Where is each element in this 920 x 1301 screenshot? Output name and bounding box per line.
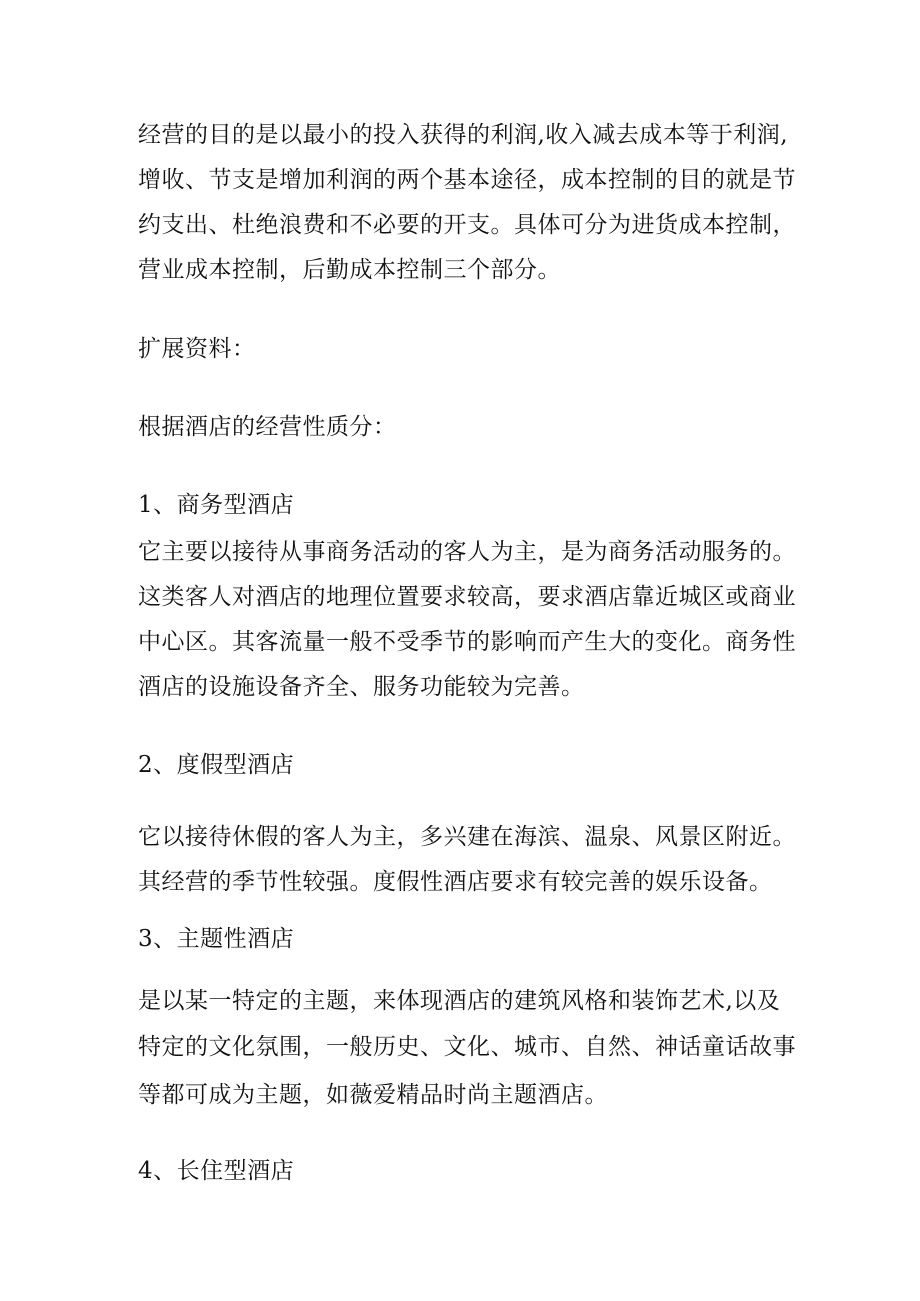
type-4-heading: 4、长住型酒店 — [138, 1158, 295, 1184]
type-1-line-4: 酒店的设施设备齐全、服务功能较为完善。 — [138, 674, 585, 700]
intro-line-3: 约支出、杜绝浪费和不必要的开支。具体可分为进货成本控制， — [138, 212, 796, 238]
type-1-heading: 1、商务型酒店 — [138, 492, 295, 518]
type-3-line-1: 是以某一特定的主题，来体现酒店的建筑风格和装饰艺术,以及 — [138, 988, 781, 1014]
type-1-line-3: 中心区。其客流量一般不受季节的影响而产生大的变化。商务性 — [138, 629, 796, 655]
type-2-line-2: 其经营的季节性较强。度假性酒店要求有较完善的娱乐设备。 — [138, 869, 773, 895]
type-3-heading: 3、主题性酒店 — [138, 926, 295, 952]
type-1-line-1: 它主要以接待从事商务活动的客人为主，是为商务活动服务的。 — [138, 539, 796, 565]
type-2-heading: 2、度假型酒店 — [138, 752, 295, 778]
intro-line-4: 营业成本控制，后勤成本控制三个部分。 — [138, 257, 561, 283]
intro-line-2: 增收、节支是增加利润的两个基本途径，成本控制的目的就是节 — [138, 167, 796, 193]
type-1-line-2: 这类客人对酒店的地理位置要求较高，要求酒店靠近城区或商业 — [138, 584, 796, 610]
type-3-line-3: 等都可成为主题，如薇爱精品时尚主题酒店。 — [138, 1082, 608, 1108]
type-2-line-1: 它以接待休假的客人为主，多兴建在海滨、温泉、风景区附近。 — [138, 824, 796, 850]
classification-heading: 根据酒店的经营性质分： — [138, 414, 397, 440]
intro-line-1: 经营的目的是以最小的投入获得的利润,收入减去成本等于利润, — [138, 122, 789, 148]
type-3-line-2: 特定的文化氛围，一般历史、文化、城市、自然、神话童话故事 — [138, 1034, 796, 1060]
extended-heading: 扩展资料： — [138, 336, 256, 362]
